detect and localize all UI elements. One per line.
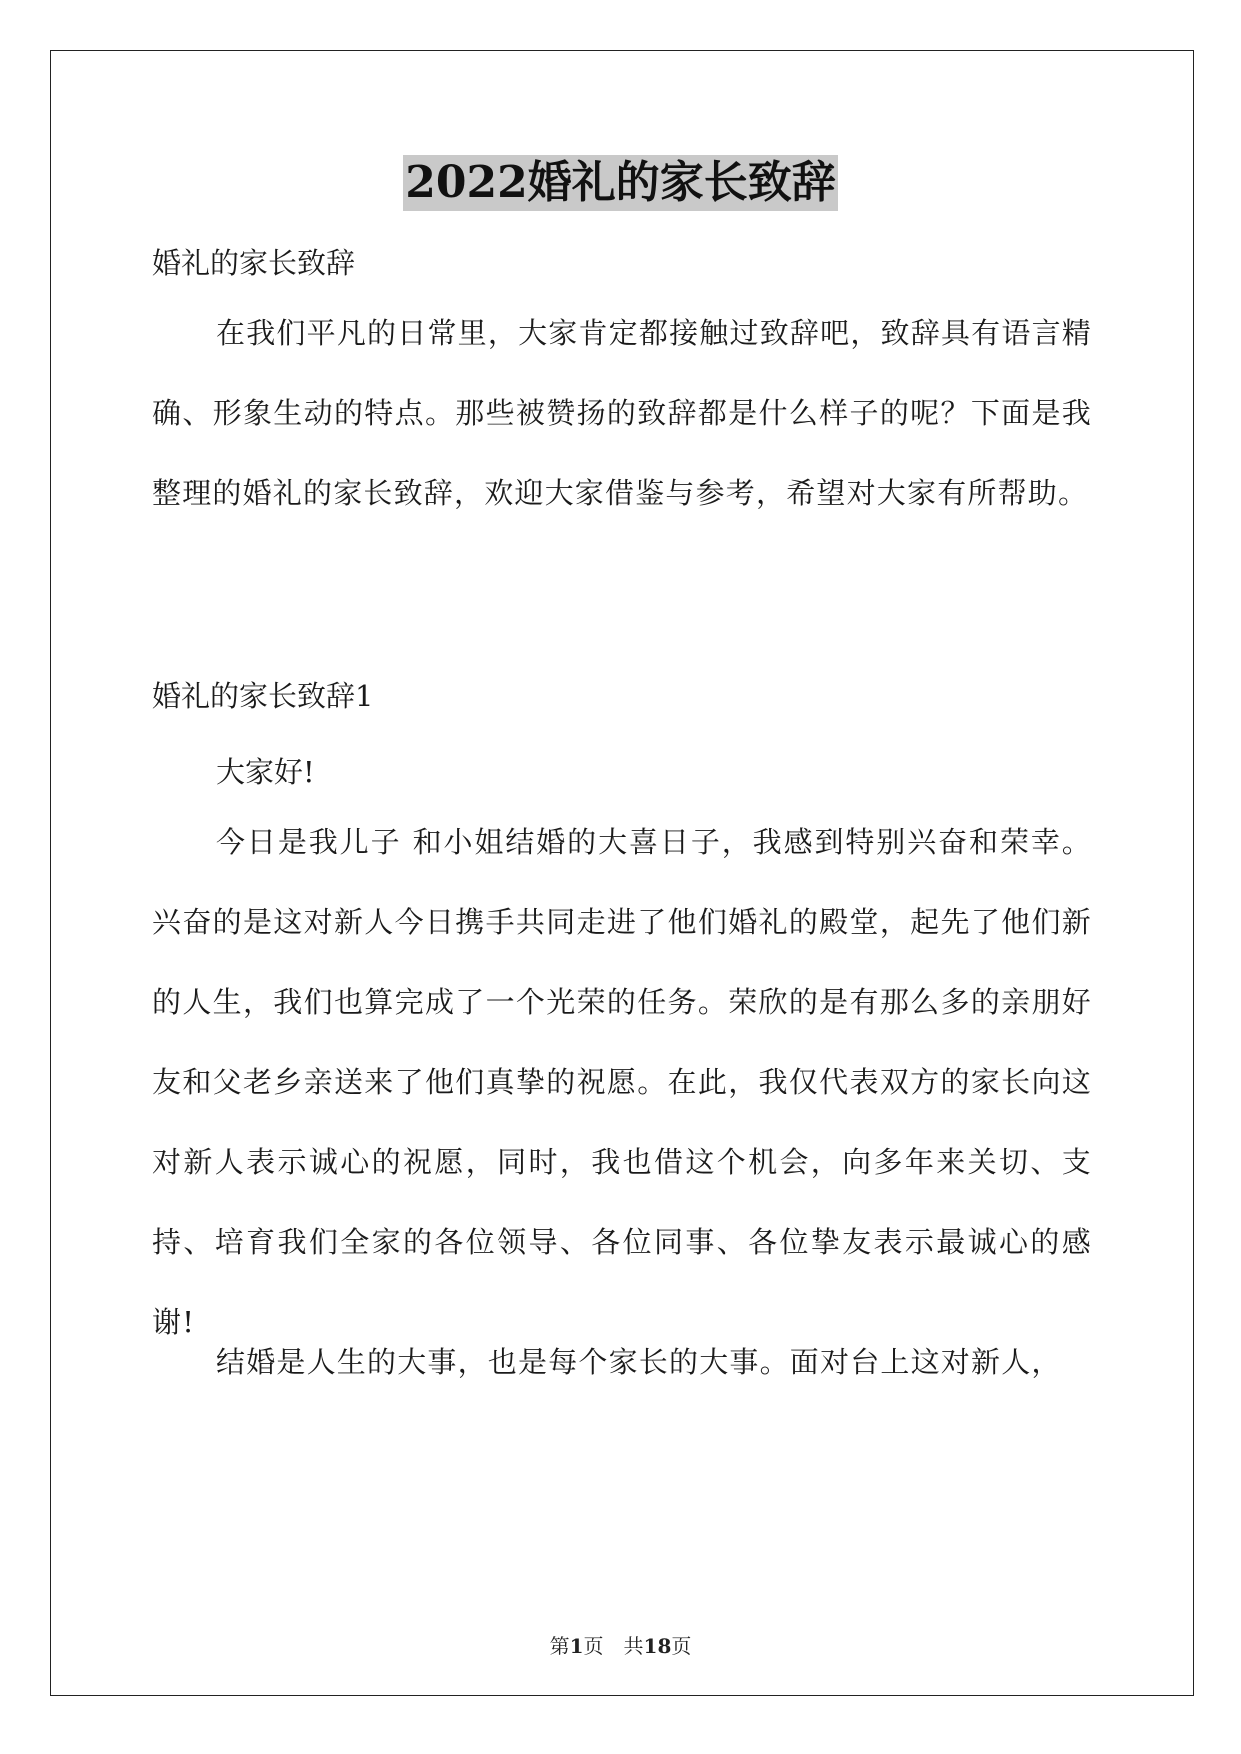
sub-heading: 婚礼的家长致辞1: [152, 679, 374, 713]
body-block-1: [152, 802, 1092, 1362]
section-heading: 婚礼的家长致辞: [152, 246, 356, 280]
intro-paragraph: 在我们平凡的日常里，大家肯定都接触过致辞吧，致辞具有语言精确、形象生动的特点。那些被赞扬的致辞都是什么样子的呢？下面是我整理的婚礼的家长致辞，欢迎大家借鉴与参考，希望对大家有所帮助。: [152, 316, 1092, 510]
page-footer: [0, 1632, 1241, 1660]
footer-page-prefix: 第: [549, 1634, 570, 1658]
body-block-2: [152, 1322, 1092, 1402]
footer-total-pages: 18: [643, 1634, 672, 1658]
document-title: 2022婚礼的家长致辞: [403, 155, 837, 211]
footer-page-suffix: 页: [583, 1634, 604, 1658]
footer-total-prefix: 共: [623, 1634, 644, 1658]
footer-page-number: 1: [569, 1634, 584, 1658]
title-container: [0, 155, 1241, 211]
body-paragraph-2: 结婚是人生的大事，也是每个家长的大事。面对台上这对新人，: [216, 1345, 1062, 1379]
greeting: 大家好!: [216, 755, 315, 789]
intro-block: [152, 293, 1092, 533]
footer-total-suffix: 页: [671, 1634, 692, 1658]
body-paragraph-1: 今日是我儿子 和小姐结婚的大喜日子，我感到特别兴奋和荣幸。兴奋的是这对新人今日携手共同走进了他们婚礼的殿堂，起先了他们新的人生，我们也算完成了一个光荣的任务。荣欣的是有那么多的亲朋好友和父老乡亲送来了他们真挚的祝愿。在此，我仅代表双方的家长向这对新人表示诚心的祝愿，同时，我也借这个机会，向多年来关切、支持、培育我们全家的各位领导、各位同事、各位挚友表示最诚心的感谢!: [152, 825, 1092, 1339]
